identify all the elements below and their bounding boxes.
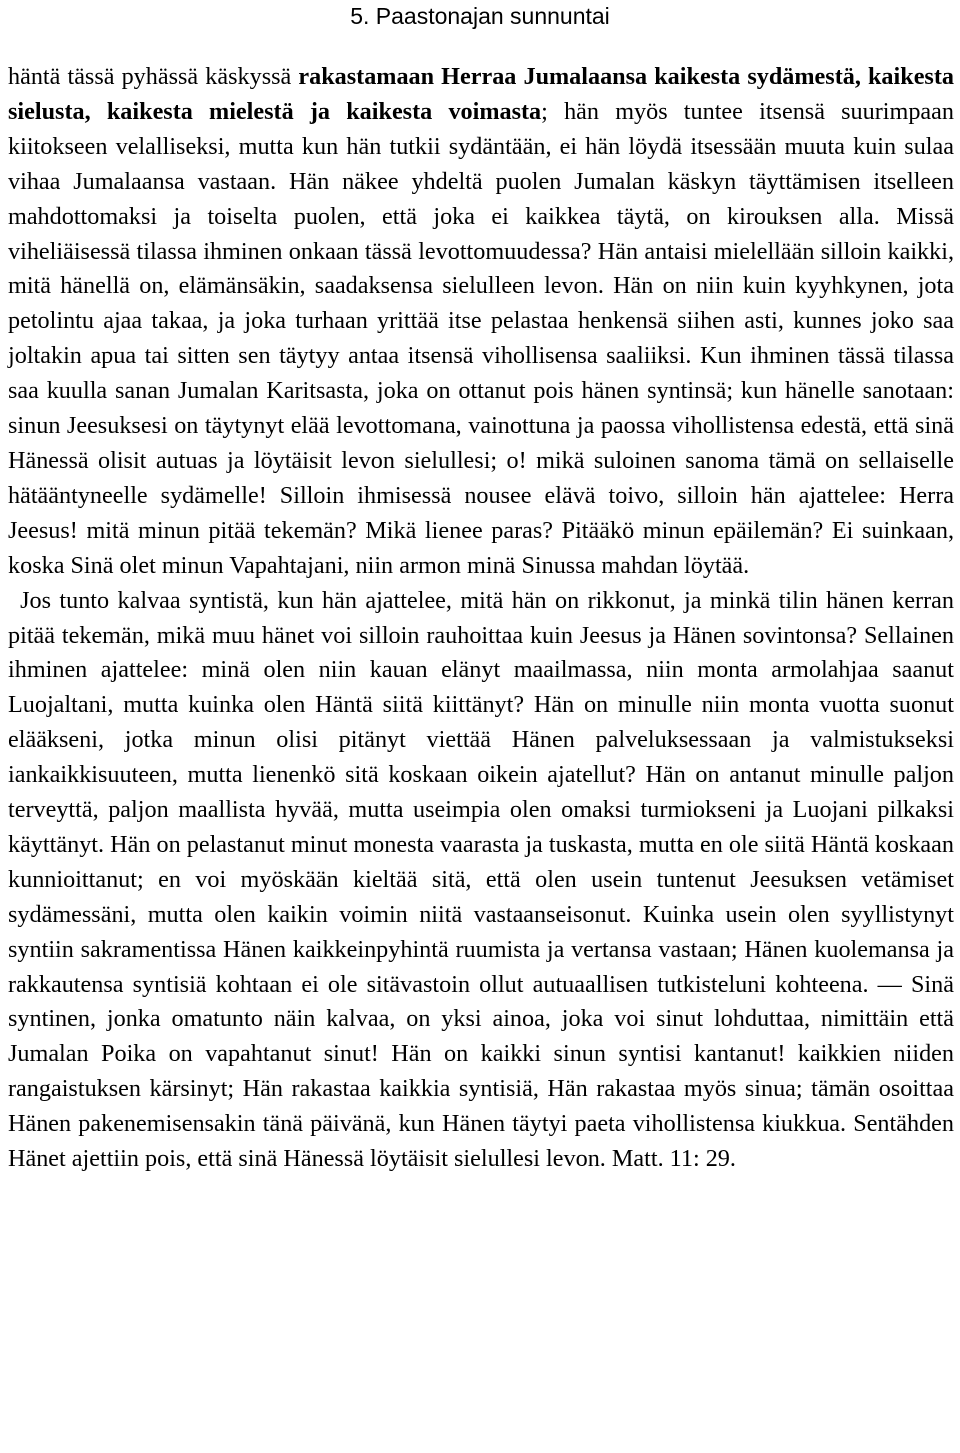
- paragraph-2: Jos tunto kalvaa syntistä, kun hän ajattelee, mitä hän on rikkonut, ja minkä tilin hänen kerran pitää tekemän, mikä muu hänet voi silloin rauhoittaa kuin Jeesus ja Hänen sovintonsa? Sellainen ihminen ajattelee: minä olen niin kauan elänyt maailmassa, niin monta armolahjaa saanut Luojaltani, mutta kuinka olen Häntä siitä kiittänyt? Hän on minulle niin monta vuotta suonut elääkseni, jotka minun olisi pitänyt viettää Hänen palveluksessaan ja valmistukseksi iankaikkisuuteen, mutta lienenkö sitä koskaan oikein ajatellut? Hän on antanut minulle paljon terveyttä, paljon maallista hyvää, mutta useimpia olen omaksi turmiokseni ja Luojani pilkaksi käyttänyt. Hän on pelastanut minut monesta vaarasta ja tuskasta, mutta en ole siitä Häntä koskaan kunnioittanut; en voi myöskään kieltää sitä, että olen usein tuntenut Jeesuksen vetämiset sydämessäni, mutta olen kaikin voimin niitä vastaanseisonut. Kuinka usein olen syyllistynyt syntiin sakramentissa Hänen kaikkeinpyhintä ruumista ja vertansa vastaan; Hänen kuolemansa ja rakkautensa syntisiä kohtaan ei ole sitävastoin ollut autuaallisen tutkisteluni kohteena. — Sinä syntinen, jonka omatunto näin kalvaa, on yksi ainoa, joka voi sinut lohduttaa, nimittäin että Jumalan Poika on vapahtanut sinut! Hän on kaikki sinun syntisi kantanut! kaikkien niiden rangaistuksen kärsinyt; Hän rakastaa kaikkia syntisiä, Hän rakastaa myös sinua; tämän osoittaa Hänen pakenemisensakin tänä päivänä, kun Hänen täytyi paeta vihollistensa kiukkua. Sentähden Hänet ajettiin pois, että sinä Hänessä löytäisit sielullesi levon. Matt. 11: 29.: [8, 586, 954, 1173]
- document-body: [8, 60, 954, 1177]
- paragraph-1-rest: ; hän myös tuntee itsensä suurimpaan kiitokseen velalliseksi, mutta kun hän tutkii sydäntään, ei hän löydä itsessään muuta kuin sulaa vihaa Jumalaansa vastaan. Hän näkee yhdeltä puolen Jumalan käskyn täyttämisen itselleen mahdottomaksi ja toiselta puolen, että joka ei kaikkea täytä, on kirouksen alla. Missä viheliäisessä tilassa ihminen onkaan tässä levottomuudessa? Hän antaisi mielellään silloin kaikki, mitä hänellä on, elämänsäkin, saadaksensa sielulleen levon. Hän on niin kuin kyyhkynen, jota petolintu ajaa takaa, ja joka turhaan yrittää itse pelastaa henkensä siihen asti, kunnes joko saa joltakin apua tai sitten sen täytyy antaa itsensä vihollisensa saaliiksi. Kun ihminen tässä tilassa saa kuulla sanan Jumalan Karitsasta, joka on ottanut pois hänen syntinsä; kun hänelle sanotaan: sinun Jeesuksesi on täytynyt elää levottomana, vainottuna ja paossa vihollistensa edestä, että sinä Hänessä olisit autuas ja löytäisit levon sielullesi; o! mikä suloinen sanoma tämä on sellaiselle hätääntyneelle sydämelle! Silloin ihmisessä nousee elävä toivo, silloin hän ajattelee: Herra Jeesus! mitä minun pitää tekemän? Mikä lienee paras? Pitääkö minun epäilemän? Ei suinkaan, koska Sinä olet minun Vapahtajani, niin armon minä Sinussa mahdan löytää.: [8, 97, 954, 579]
- page-header: [0, 0, 960, 34]
- paragraph-1: [8, 60, 954, 584]
- page-header-title: 5. Paastonajan sunnuntai: [350, 3, 610, 29]
- paragraph-1-lead: häntä tässä pyhässä käskyssä: [8, 63, 299, 90]
- paragraph-1-emphasis: rakastamaan Herraa Jumalaansa kaikesta sydämestä, kaikesta sielusta, kaikesta mielestä ja kaikesta voimasta: [8, 63, 954, 125]
